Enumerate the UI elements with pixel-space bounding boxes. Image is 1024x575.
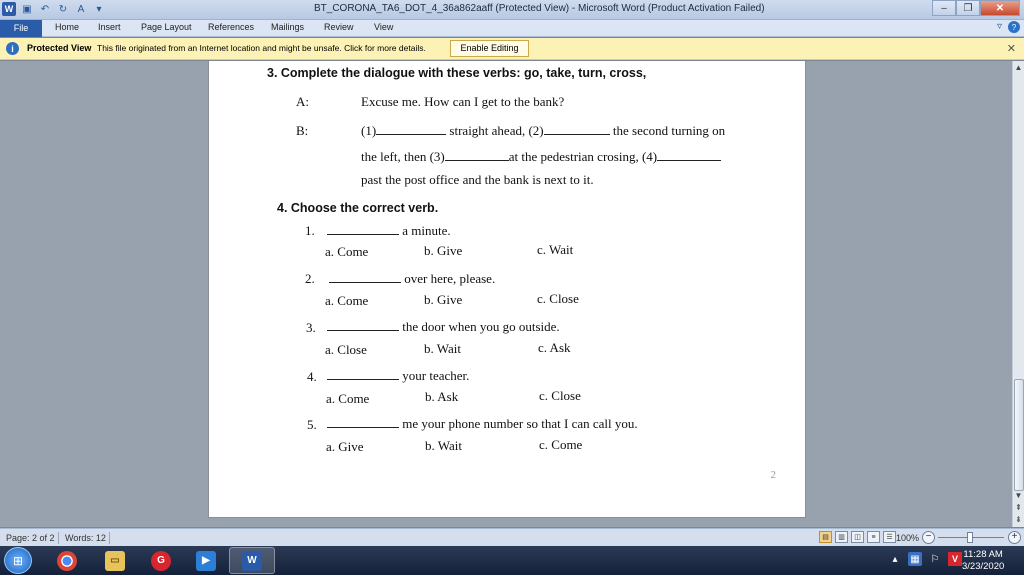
scrollbar-thumb[interactable] — [1014, 379, 1024, 491]
folder-icon: ▭ — [105, 551, 125, 571]
page-number: 2 — [770, 469, 776, 481]
tab-references[interactable]: References — [208, 22, 255, 32]
answer-blank — [327, 225, 399, 235]
undo-icon[interactable]: ↶ — [40, 3, 50, 15]
option-b: b. Wait — [424, 341, 461, 356]
question-text: a minute. — [402, 223, 451, 238]
answer-blank — [327, 370, 399, 380]
media-player-taskbar-button[interactable] — [183, 547, 229, 574]
dialogue-line-b1 — [361, 123, 725, 139]
explorer-taskbar-button[interactable] — [92, 547, 138, 574]
minimize-button[interactable]: – — [932, 0, 956, 16]
answer-blank — [376, 125, 446, 135]
question-line — [327, 223, 451, 239]
clock-date: 3/23/2020 — [962, 561, 1005, 572]
option-a: a. Come — [325, 293, 369, 308]
restore-button[interactable]: ❐ — [956, 0, 980, 16]
enable-editing-button[interactable]: Enable Editing — [450, 40, 529, 57]
option-b: b. Give — [424, 243, 463, 258]
option-a: a. Come — [325, 244, 369, 259]
status-divider — [109, 532, 110, 544]
start-button[interactable]: ⊞ — [4, 547, 32, 574]
tab-file[interactable]: File — [0, 20, 42, 37]
question-text: your teacher. — [402, 368, 470, 383]
dialogue-line-b2 — [361, 149, 721, 165]
word-taskbar-button[interactable] — [229, 547, 275, 574]
zoom-slider-thumb[interactable] — [967, 532, 973, 543]
vertical-scrollbar[interactable] — [1012, 61, 1024, 527]
title-bar — [0, 0, 1024, 20]
question-line — [327, 368, 469, 384]
status-bar — [0, 528, 1024, 546]
question-line — [329, 271, 495, 287]
section-3-heading: 3. Complete the dialogue with these verbs: go, take, turn, cross, — [267, 66, 647, 80]
dialogue-text: the second turning on — [612, 123, 726, 138]
question-number: 1. — [305, 223, 315, 238]
tab-insert[interactable]: Insert — [98, 22, 121, 32]
action-center-icon[interactable]: ⚐ — [930, 553, 940, 565]
option-c: c. Close — [537, 291, 579, 306]
word-app-icon[interactable]: W — [2, 2, 16, 16]
tab-page-layout[interactable]: Page Layout — [141, 22, 192, 32]
protected-view-bar — [0, 38, 1024, 60]
zoom-out-icon[interactable]: − — [922, 531, 935, 544]
page-count[interactable]: Page: 2 of 2 — [6, 533, 55, 543]
tab-review[interactable]: Review — [324, 22, 354, 32]
word-count[interactable]: Words: 12 — [65, 533, 106, 543]
option-c: c. Come — [539, 437, 583, 452]
question-number: 4. — [307, 369, 317, 384]
network-icon[interactable]: ▦ — [908, 552, 922, 566]
taskbar — [0, 546, 1024, 575]
option-a: a. Close — [325, 342, 367, 357]
document-area — [0, 61, 1012, 527]
protected-view-message[interactable]: This file originated from an Internet location and might be unsafe. Click for more details. — [97, 43, 426, 53]
option-b: b. Ask — [425, 389, 459, 404]
garena-taskbar-button[interactable] — [138, 547, 184, 574]
answer-blank — [327, 321, 399, 331]
zoom-level[interactable]: 100% — [896, 533, 920, 543]
question-text: me your phone number so that I can call you. — [402, 416, 638, 431]
window-title: BT_CORONA_TA6_DOT_4_36a862aaff (Protected View) - Microsoft Word (Product Activation Failed) — [314, 3, 765, 14]
option-c: c. Close — [539, 388, 581, 403]
answer-blank — [657, 151, 721, 161]
font-color-icon[interactable]: A — [77, 3, 85, 15]
outline-icon[interactable]: ≡ — [867, 531, 880, 543]
dialogue-text: at the pedestrian crosing, (4) — [508, 149, 658, 164]
option-a: a. Give — [326, 439, 364, 454]
help-icon[interactable]: ? — [1008, 21, 1020, 33]
option-a: a. Come — [326, 391, 370, 406]
dialogue-text: the left, then (3) — [361, 149, 445, 164]
question-number: 2. — [305, 271, 315, 286]
answer-blank — [544, 125, 610, 135]
customize-toolbar-icon[interactable]: ▾ — [96, 3, 102, 15]
answer-blank — [329, 273, 401, 283]
view-buttons — [819, 531, 896, 543]
save-icon[interactable]: ▣ — [22, 3, 32, 15]
protected-view-title: Protected View — [27, 43, 92, 53]
question-line — [327, 416, 638, 432]
previous-page-icon[interactable]: ⇞ — [1015, 503, 1022, 512]
window-controls — [932, 0, 1020, 16]
full-screen-reading-icon[interactable]: ▥ — [835, 531, 848, 543]
status-divider — [58, 532, 59, 544]
answer-blank — [327, 418, 399, 428]
web-layout-icon[interactable]: ◫ — [851, 531, 864, 543]
section-4-heading: 4. Choose the correct verb. — [277, 201, 439, 215]
word-icon: W — [242, 551, 262, 571]
scroll-up-icon[interactable]: ▲ — [1014, 63, 1023, 72]
document-page[interactable] — [208, 61, 806, 518]
question-number: 3. — [306, 320, 316, 335]
ribbon-collapse-icon[interactable]: ▿ — [996, 21, 1002, 32]
ribbon-tabs — [0, 20, 1024, 37]
antivirus-icon[interactable]: V — [948, 552, 962, 566]
dialogue-line-a: Excuse me. How can I get to the bank? — [361, 94, 565, 109]
dialogue-text: straight ahead, (2) — [449, 123, 544, 138]
info-icon: i — [6, 42, 19, 55]
option-c: c. Wait — [537, 242, 574, 257]
scroll-down-icon[interactable]: ▼ — [1014, 491, 1023, 500]
question-text: the door when you go outside. — [402, 319, 560, 334]
draft-icon[interactable]: ☰ — [883, 531, 896, 543]
question-text: over here, please. — [404, 271, 496, 286]
garena-icon: G — [151, 551, 171, 571]
close-icon[interactable]: ✕ — [1006, 43, 1016, 55]
question-number: 5. — [307, 417, 317, 432]
option-b: b. Wait — [425, 438, 462, 453]
print-layout-icon[interactable]: ▤ — [819, 531, 832, 543]
dialogue-speaker-b: B: — [296, 123, 309, 138]
dialogue-speaker-a: A: — [296, 94, 309, 109]
show-hidden-icons-icon[interactable]: ▴ — [892, 553, 898, 565]
answer-blank — [445, 151, 509, 161]
dialogue-text: (1) — [361, 123, 377, 138]
chrome-taskbar-button[interactable] — [44, 547, 90, 574]
next-page-icon[interactable]: ⇟ — [1015, 515, 1022, 524]
quick-access-toolbar — [2, 2, 106, 16]
close-button[interactable]: ✕ — [980, 0, 1020, 16]
system-clock[interactable] — [962, 549, 1004, 573]
tab-home[interactable]: Home — [55, 22, 80, 32]
question-line — [327, 319, 560, 335]
option-c: c. Ask — [538, 340, 571, 355]
zoom-in-icon[interactable]: + — [1008, 531, 1021, 544]
chrome-icon — [57, 551, 77, 571]
tab-mailings[interactable]: Mailings — [271, 22, 305, 32]
redo-icon[interactable]: ↻ — [58, 3, 68, 15]
play-icon: ▶ — [196, 551, 216, 571]
dialogue-line-b3: past the post office and the bank is next to it. — [361, 172, 594, 187]
tab-view[interactable]: View — [374, 22, 394, 32]
clock-time: 11:28 AM — [963, 549, 1003, 560]
option-b: b. Give — [424, 292, 463, 307]
system-tray — [888, 552, 962, 566]
